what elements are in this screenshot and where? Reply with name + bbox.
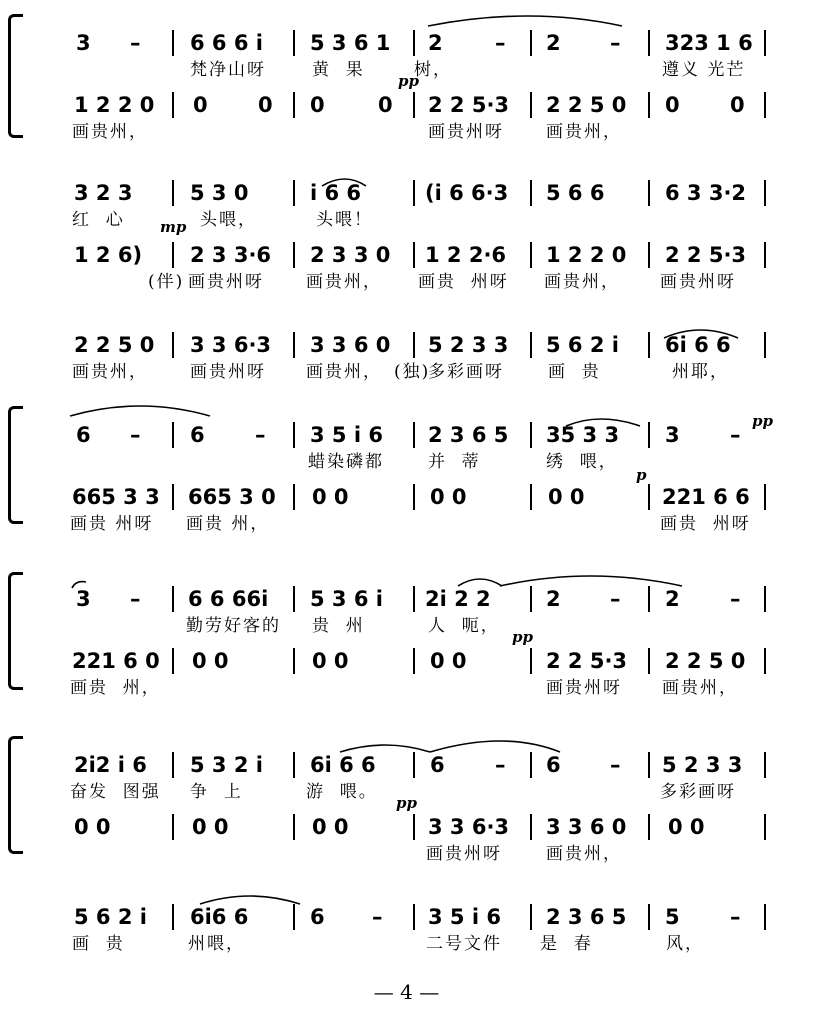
note-group: 6 6 6 i [190, 31, 263, 55]
note-group: 0 [665, 93, 680, 117]
bar-line [764, 904, 766, 930]
page-number: — 4 — [373, 980, 440, 1004]
bar-line [293, 648, 295, 674]
note-group: – [610, 587, 621, 611]
note-group: 6 3 3·2 [665, 181, 747, 205]
bar-line [413, 752, 415, 778]
bar-line [530, 814, 532, 840]
bar-line [413, 586, 415, 612]
bar-line [413, 92, 415, 118]
note-group: 6i 6 6 [665, 333, 731, 357]
note-group: 3 3 6 0 [546, 815, 627, 839]
note-group: 323 1 6 [665, 31, 753, 55]
lyric: 画贵州， [546, 844, 622, 864]
note-group: 0 0 [192, 815, 229, 839]
system-1 [0, 12, 813, 142]
note-group: 2 2 5 0 [546, 93, 627, 117]
note-group: 6 [310, 905, 325, 929]
bar-line [413, 180, 415, 206]
lyric: 画贵 州， [186, 514, 270, 534]
bar-line [648, 752, 650, 778]
lyric: 蜡染磷都 [308, 452, 384, 472]
bar-line [293, 484, 295, 510]
bar-line [648, 92, 650, 118]
bar-line [530, 484, 532, 510]
bar-line [293, 752, 295, 778]
note-group: 221 6 0 [72, 649, 160, 673]
note-group: 0 0 [312, 815, 349, 839]
system-5 [0, 572, 813, 698]
bar-line [413, 422, 415, 448]
bar-line [530, 180, 532, 206]
bar-line [172, 814, 174, 840]
note-group: 0 0 [192, 649, 229, 673]
note-group: – [610, 753, 621, 777]
bar-line [648, 422, 650, 448]
note-group: – [255, 423, 266, 447]
note-group: 3 5 i 6 [310, 423, 383, 447]
lyric: 画贵 州， [70, 678, 161, 698]
note-group: – [372, 905, 383, 929]
bar-line [764, 586, 766, 612]
note-group: 0 [310, 93, 325, 117]
lyric: 画贵 州呀 [70, 514, 154, 534]
note-group: 0 0 [548, 485, 585, 509]
note-group: 1 2 6) [74, 243, 143, 267]
lyric: 红 心 [72, 210, 125, 230]
lyric: 画贵州， [72, 362, 148, 382]
note-group: – [130, 423, 141, 447]
note-group: 1 2 2·6 [425, 243, 507, 267]
dynamic-mark: pp [752, 412, 773, 430]
bar-line [764, 814, 766, 840]
note-group: – [730, 423, 741, 447]
note-group: 2 2 5 0 [74, 333, 155, 357]
bar-line [413, 242, 415, 268]
lyric: 是 春 [540, 934, 593, 954]
bar-line [413, 814, 415, 840]
bar-line [293, 30, 295, 56]
note-group: 3 3 6·3 [190, 333, 272, 357]
note-group: 3 2 3 [74, 181, 133, 205]
dynamic-mark: p [636, 466, 647, 484]
note-group: 2 3 6 5 [546, 905, 627, 929]
lyric: 树， [414, 60, 452, 80]
note-group: i 6 6 [310, 181, 362, 205]
note-group: 3 5 i 6 [428, 905, 501, 929]
note-group: 0 0 [312, 649, 349, 673]
bar-line [530, 904, 532, 930]
bar-line [648, 904, 650, 930]
lyric: 画贵州呀 [426, 844, 502, 864]
note-group: 1 2 2 0 [546, 243, 627, 267]
lyric: 二号文件 [426, 934, 502, 954]
note-group: – [730, 905, 741, 929]
bar-line [413, 904, 415, 930]
note-group: 5 6 6 [546, 181, 605, 205]
system-4 [0, 408, 813, 534]
note-group: 0 0 [74, 815, 111, 839]
bar-line [172, 586, 174, 612]
lyric: 奋发 图强 [70, 782, 161, 802]
bar-line [648, 484, 650, 510]
note-group: 665 3 0 [188, 485, 276, 509]
note-group: 3 [665, 423, 680, 447]
note-group: 35 3 3 [546, 423, 620, 447]
lyric: 风， [666, 934, 704, 954]
bar-line [172, 242, 174, 268]
lyric: 画 贵 [548, 362, 601, 382]
note-group: 2 2 5 0 [665, 649, 746, 673]
note-group: 6i 6 6 [310, 753, 376, 777]
lyric: 画贵州， [544, 272, 620, 292]
lyric: 头喂， [200, 210, 257, 230]
bar-line [413, 484, 415, 510]
system-7 [0, 902, 813, 962]
note-group: 2 [546, 587, 561, 611]
note-group: – [730, 587, 741, 611]
lyric: (独) [394, 362, 431, 382]
bar-line [530, 242, 532, 268]
lyric: 梵净山呀 [190, 60, 266, 80]
bar-line [413, 332, 415, 358]
lyric: (伴) [148, 272, 185, 292]
note-group: 6 [546, 753, 561, 777]
lyric: 并 蒂 [428, 452, 481, 472]
lyric: 画贵州， [662, 678, 738, 698]
lyric: 画贵 州呀 [418, 272, 509, 292]
note-group: 0 0 [312, 485, 349, 509]
lyric: 游 喂。 [306, 782, 378, 802]
lyric: 勤劳好客的 [186, 616, 281, 636]
note-group: 6 [190, 423, 205, 447]
note-group: 2 2 5·3 [546, 649, 628, 673]
bar-line [648, 332, 650, 358]
note-group: 5 2 3 3 [662, 753, 743, 777]
lyric: 多彩画呀 [660, 782, 736, 802]
lyric: 画贵州呀 [660, 272, 736, 292]
note-group: 2i2 i 6 [74, 753, 147, 777]
note-group: 5 3 6 i [310, 587, 383, 611]
note-group: 6i6 6 [190, 905, 249, 929]
note-group: 0 0 [430, 485, 467, 509]
note-group: 5 3 0 [190, 181, 249, 205]
note-group: 2 [428, 31, 443, 55]
bar-line [530, 648, 532, 674]
note-group: 221 6 6 [662, 485, 750, 509]
note-group: 2 2 5·3 [428, 93, 510, 117]
dynamic-mark: pp [396, 794, 417, 812]
lyric: 黄 果 [312, 60, 365, 80]
bar-line [293, 242, 295, 268]
bar-line [172, 422, 174, 448]
lyric: 人 呃， [428, 616, 500, 636]
note-group: 0 0 [430, 649, 467, 673]
bar-line [413, 648, 415, 674]
note-group: 0 [258, 93, 273, 117]
bar-line [293, 92, 295, 118]
note-group: (i 6 6·3 [425, 181, 509, 205]
lyric: 州喂， [188, 934, 245, 954]
lyric: 贵 州 [312, 616, 365, 636]
lyric: 画贵州， [306, 272, 382, 292]
note-group: – [495, 31, 506, 55]
bar-line [530, 30, 532, 56]
note-group: 3 [76, 587, 91, 611]
lyric: 画贵 州呀 [660, 514, 751, 534]
note-group: 2 2 5·3 [665, 243, 747, 267]
note-group: 0 [730, 93, 745, 117]
system-3 [0, 330, 813, 390]
lyric: 州耶， [672, 362, 729, 382]
note-group: 0 [378, 93, 393, 117]
lyric: 绣 喂， [546, 452, 618, 472]
note-group: 5 6 2 i [546, 333, 619, 357]
note-group: 3 3 6 0 [310, 333, 391, 357]
bar-line [172, 648, 174, 674]
note-group: 3 [76, 31, 91, 55]
bar-line [293, 814, 295, 840]
bar-line [530, 422, 532, 448]
bar-line [293, 332, 295, 358]
note-group: 6 [430, 753, 445, 777]
bar-line [172, 484, 174, 510]
lyric: 争 上 [190, 782, 243, 802]
bar-line [530, 586, 532, 612]
bar-line [530, 752, 532, 778]
lyric: 画贵州， [546, 122, 622, 142]
note-group: 3 3 6·3 [428, 815, 510, 839]
note-group: 5 3 6 1 [310, 31, 391, 55]
dynamic-mark: pp [398, 72, 419, 90]
bar-line [764, 752, 766, 778]
lyric: 头喂！ [316, 210, 373, 230]
bar-line [293, 904, 295, 930]
note-group: 6 [76, 423, 91, 447]
note-group: – [610, 31, 621, 55]
bar-line [648, 814, 650, 840]
lyric: 画贵州， [306, 362, 382, 382]
bar-line [764, 92, 766, 118]
bar-line [293, 180, 295, 206]
note-group: 2 3 3·6 [190, 243, 272, 267]
bar-line [530, 332, 532, 358]
dynamic-mark: pp [512, 628, 533, 646]
note-group: 6 6 66i [188, 587, 269, 611]
note-group: 1 2 2 0 [74, 93, 155, 117]
bar-line [530, 92, 532, 118]
bar-line [172, 30, 174, 56]
note-group: 0 [193, 93, 208, 117]
lyric: 画 贵 [72, 934, 125, 954]
note-group: 5 2 3 3 [428, 333, 509, 357]
lyric: 画贵州， [72, 122, 148, 142]
bar-line [648, 586, 650, 612]
bar-line [764, 484, 766, 510]
bar-line [764, 332, 766, 358]
note-group: 2 3 6 5 [428, 423, 509, 447]
lyric: 画贵州呀 [428, 122, 504, 142]
note-group: 5 3 2 i [190, 753, 263, 777]
bar-line [648, 242, 650, 268]
note-group: – [130, 587, 141, 611]
note-group: 0 0 [668, 815, 705, 839]
lyric: 多彩画呀 [428, 362, 504, 382]
note-group: – [495, 753, 506, 777]
bar-line [172, 180, 174, 206]
bar-line [293, 586, 295, 612]
note-group: 5 [665, 905, 680, 929]
bar-line [764, 242, 766, 268]
note-group: 665 3 3 [72, 485, 160, 509]
lyric: 画贵州呀 [188, 272, 264, 292]
note-group: 2 [665, 587, 680, 611]
system-2 [0, 178, 813, 308]
bar-line [172, 904, 174, 930]
bar-line [172, 92, 174, 118]
note-group: – [130, 31, 141, 55]
note-group: 5 6 2 i [74, 905, 147, 929]
system-6 [0, 736, 813, 864]
bar-line [764, 180, 766, 206]
bar-line [648, 648, 650, 674]
lyric: 画贵州呀 [190, 362, 266, 382]
note-group: 2i 2 2 [425, 587, 491, 611]
bar-line [172, 752, 174, 778]
bar-line [764, 30, 766, 56]
lyric: 画贵州呀 [546, 678, 622, 698]
bar-line [648, 180, 650, 206]
note-group: 2 [546, 31, 561, 55]
bar-line [172, 332, 174, 358]
dynamic-mark: mp [160, 218, 187, 236]
bar-line [413, 30, 415, 56]
note-group: 2 3 3 0 [310, 243, 391, 267]
lyric: 遵义 光芒 [662, 60, 746, 80]
bar-line [293, 422, 295, 448]
bar-line [648, 30, 650, 56]
bar-line [764, 648, 766, 674]
